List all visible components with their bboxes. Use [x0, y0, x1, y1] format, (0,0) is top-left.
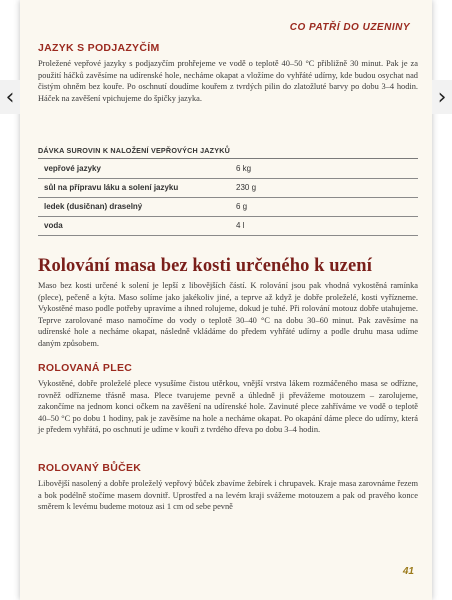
chevron-right-icon: › [437, 84, 447, 110]
table-caption: DÁVKA SUROVIN K NALOŽENÍ VEPŘOVÝCH JAZYKŮ [38, 146, 418, 159]
running-head: CO PATŘÍ DO UZENINY [289, 22, 410, 33]
ingredient-amount: 230 g [236, 183, 257, 192]
ingredient-name: ledek (dusičnan) draselný [44, 202, 143, 211]
ingredients-table [38, 160, 418, 236]
chevron-left-icon: ‹ [5, 84, 15, 110]
ingredient-name: voda [44, 221, 63, 230]
ingredient-amount: 4 l [236, 221, 245, 230]
section-text-belly: Libovější nasolený a dobře proleželý vepřový bůček zbavíme žebírek i chrupavek. Kraje masa zarovnáme řezem a bok podélně stočíme masem dovnitř. Uprostřed a na levém kraji svážeme motouzem a pak od pravého konce směrem k levému budeme motouz asi 1 cm od sebe pevně [38, 479, 418, 512]
ingredient-name: vepřové jazyky [44, 164, 101, 173]
ingredient-amount: 6 kg [236, 164, 252, 173]
table-row [38, 198, 418, 217]
chapter-intro-text: Maso bez kosti určené k solení je lepší z libovějších částí. K rolování jsou pak vhodná vykostěná ramínka (plece), pečeně a kýta. Maso solíme jako jakékoliv jiné, a teprve až když je dobře proleželé, kosti vyřízneme. Vykostěné maso podle potřeby upravíme a ihned rolujeme, dokud je tuhé. Při rolování motouz dobře utahujeme. Teprve zarolované maso namočíme do vody o teplotě 30–40 °C na dobu 30–60 minut. Pak zavěsíme na udírenské hole a necháme okapat, následně vkládáme do předem vyhřáté udírny a podle druhu masa udíme daným způsobem. [38, 281, 418, 348]
table-row [38, 217, 418, 236]
section-heading-belly: ROLOVANÝ BŮČEK [38, 462, 142, 474]
section-heading-tongue: JAZYK S PODJAZYČÍM [38, 42, 160, 54]
book-page [20, 0, 432, 600]
table-row [38, 179, 418, 198]
section-text-tongue: Proležené vepřové jazyky s podjazyčím prohřejeme ve vodě o teplotě 40–50 °C přibližně 30 minut. Pak je za použití háčků zavěsíme na udírenské hole, necháme okapat a vložíme do vyhřáté udírny, kde budou osychat nad čistým ohněm bez kouře. Po oschnutí doudíme kouřem z tvrdých pilin do zlatožluté barvy po dobu 3–4 hodin. Háček na zavěšení vpichujeme do špičky jazyka. [38, 59, 418, 103]
ingredient-name: sůl na přípravu láku a solení jazyku [44, 183, 179, 192]
chapter-title: Rolování masa bez kosti určeného k uzení [38, 256, 372, 276]
ingredient-amount: 6 g [236, 202, 248, 211]
page-number: 41 [402, 566, 414, 577]
previous-page-button[interactable] [0, 80, 20, 114]
table-row [38, 160, 418, 179]
next-page-button[interactable] [432, 80, 452, 114]
section-heading-shoulder: ROLOVANÁ PLEC [38, 362, 133, 374]
section-text-shoulder: Vykostěné, dobře proleželé plece vysušíme čistou utěrkou, vnější vrstva lákem rozmáčeného masa se odřízne, rovněž odřízneme třásně masa. Plece tvarujeme pevně a úhledně ji převážeme motouzem – zarolujeme, zakončíme na jednom konci očkem na zavěšení na udírenské hole. Zavinuté plece zahříváme ve vodě o teplotě 40–50 °C po dobu 1 hodiny, pak je zavěsíme na hole a necháme okapat. Po okapání dáme plece do udírny, která je předem vyhřátá, po oschnutí je udíme v kouři z tvrdého dřeva po dobu 3–4 hodin. [38, 379, 418, 435]
